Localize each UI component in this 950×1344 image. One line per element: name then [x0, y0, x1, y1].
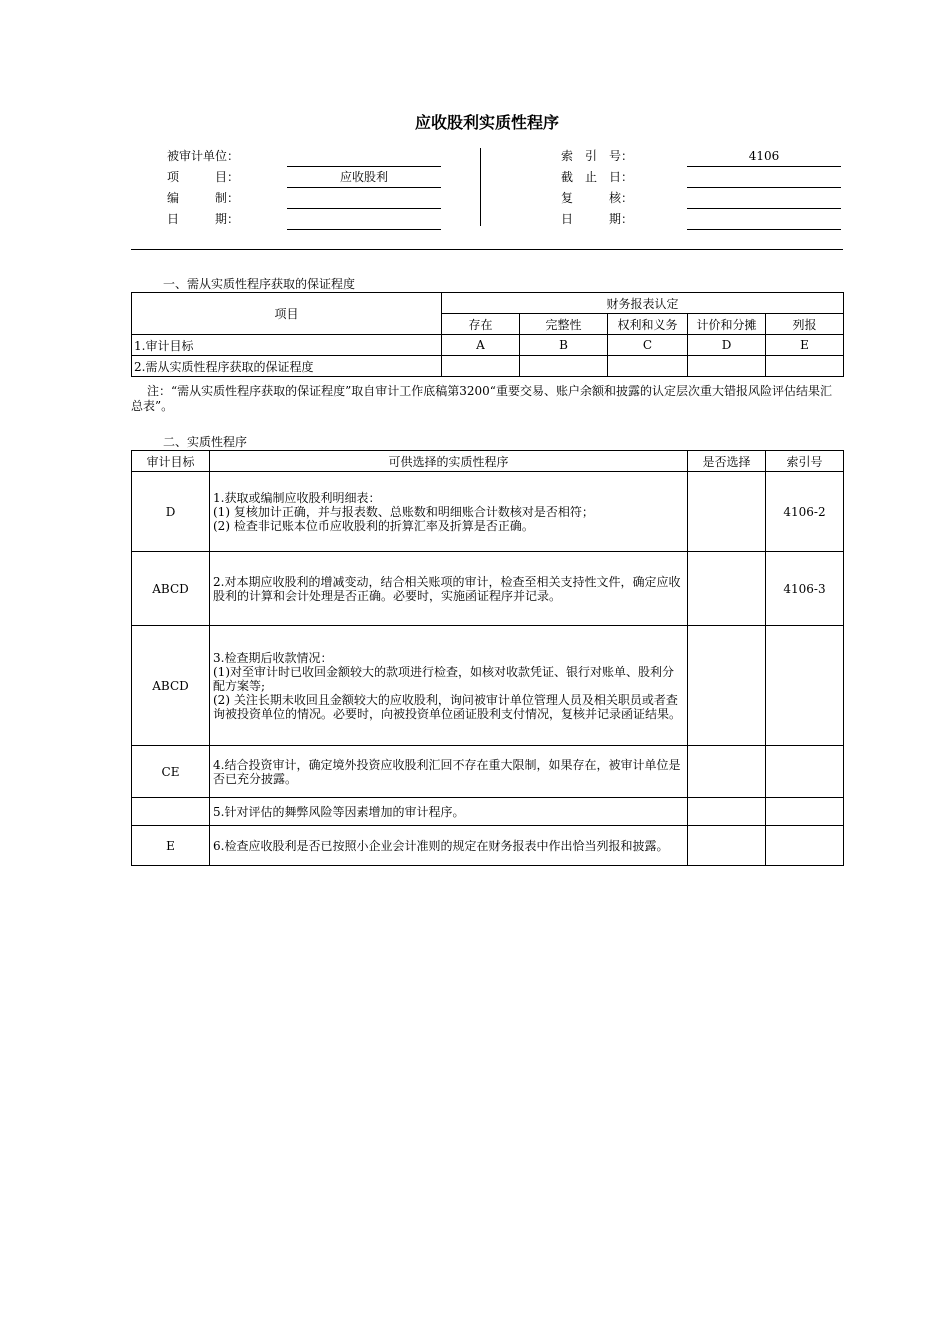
audit-target-cell: ABCD	[132, 626, 210, 746]
table-cell[interactable]	[520, 356, 608, 377]
index-cell: 4106-3	[766, 552, 844, 626]
header-label: 索 引 号：	[561, 149, 634, 163]
procedure-line: 1.获取或编制应收股利明细表：	[213, 490, 381, 505]
review-date-field[interactable]	[687, 209, 841, 230]
col-group-header: 财务报表认定	[442, 293, 844, 314]
index-cell	[766, 798, 844, 826]
col-header-target: 审计目标	[132, 451, 210, 472]
procedure-cell	[210, 826, 688, 866]
table-cell[interactable]: A	[442, 335, 520, 356]
table-cell[interactable]: B	[520, 335, 608, 356]
audit-target-cell	[132, 798, 210, 826]
procedure-line: 2.对本期应收股利的增减变动，结合相关账项的审计，检查至相关支持性文件，确定应收股利的计算和会计处理是否正确。必要时，实施函证程序并记录。	[213, 574, 681, 603]
table-row	[132, 335, 844, 356]
assertion-header: 列报	[766, 314, 844, 335]
audit-target-cell: E	[132, 826, 210, 866]
selected-cell[interactable]	[688, 552, 766, 626]
table-row	[132, 746, 844, 798]
audit-target-cell: ABCD	[132, 552, 210, 626]
procedure-cell	[210, 472, 688, 552]
table-row	[132, 472, 844, 552]
row-label: 2.需从实质性程序获取的保证程度	[132, 356, 442, 377]
header-label: 日 期：	[561, 212, 634, 226]
table-cell[interactable]: C	[608, 335, 688, 356]
header-row-review-date	[561, 209, 843, 229]
procedure-line: 3.检查期后收款情况：	[213, 650, 333, 665]
header-row-cutoff	[561, 167, 843, 187]
table-row	[132, 356, 844, 377]
section1-heading: 一、需从实质性程序获取的保证程度	[163, 277, 356, 291]
procedure-line: (2) 关注长期未收回且金额较大的应收股利，询问被审计单位管理人员及相关职员或者查询被投资单位的情况。必要时，向被投资单位函证股利支付情况，复核并记录函证结果。	[213, 692, 682, 721]
header-row-date	[167, 209, 467, 229]
assertion-header: 计价和分摊	[688, 314, 766, 335]
table-cell[interactable]	[766, 356, 844, 377]
selected-cell[interactable]	[688, 626, 766, 746]
index-cell	[766, 746, 844, 798]
procedure-line: 5.针对评估的舞弊风险等因素增加的审计程序。	[213, 804, 465, 819]
table-cell[interactable]	[688, 356, 766, 377]
header-label: 项 目：	[167, 170, 240, 184]
assertion-header: 完整性	[520, 314, 608, 335]
header-block	[131, 142, 843, 254]
table-cell[interactable]	[442, 356, 520, 377]
header-row-unit	[167, 146, 467, 166]
table-cell[interactable]: D	[688, 335, 766, 356]
assertion-header: 权利和义务	[608, 314, 688, 335]
header-label: 日 期：	[167, 212, 240, 226]
header-row-preparer	[167, 188, 467, 208]
section2-heading: 二、实质性程序	[163, 435, 248, 449]
procedure-line: (1) 复核加计正确，并与报表数、总账数和明细账合计数核对是否相符；	[213, 504, 594, 519]
procedures-table	[131, 450, 844, 866]
reviewer-field[interactable]	[687, 188, 841, 209]
selected-cell[interactable]	[688, 798, 766, 826]
col-item-header: 项目	[132, 293, 442, 335]
col-header-index: 索引号	[766, 451, 844, 472]
header-label: 截 止 日：	[561, 170, 634, 184]
header-row-index	[561, 146, 843, 166]
index-number-field[interactable]: 4106	[687, 146, 841, 167]
procedure-cell	[210, 552, 688, 626]
header-divider	[480, 148, 481, 226]
table-cell[interactable]	[608, 356, 688, 377]
selected-cell[interactable]	[688, 472, 766, 552]
assertion-header: 存在	[442, 314, 520, 335]
index-cell	[766, 826, 844, 866]
row-label: 1.审计目标	[132, 335, 442, 356]
selected-cell[interactable]	[688, 746, 766, 798]
cutoff-date-field[interactable]	[687, 167, 841, 188]
header-row-reviewer	[561, 188, 843, 208]
header-rule	[131, 249, 843, 250]
table-row	[132, 626, 844, 746]
table-row	[132, 552, 844, 626]
workpaper-page	[131, 112, 843, 866]
section1-note: 注：“需从实质性程序获取的保证程度”取自审计工作底稿第3200“重要交易、账户余额和披露的认定层次重大错报风险评估结果汇总表”。	[131, 384, 832, 413]
procedure-line: (1)对至审计时已收回金额较大的款项进行检查，如核对收款凭证、银行对账单、股利分配方案等;	[213, 664, 675, 693]
index-cell: 4106-2	[766, 472, 844, 552]
selected-cell[interactable]	[688, 826, 766, 866]
table-cell[interactable]: E	[766, 335, 844, 356]
audited-unit-field[interactable]	[287, 146, 441, 167]
col-header-procedure: 可供选择的实质性程序	[210, 451, 688, 472]
header-label: 复 核：	[561, 191, 634, 205]
procedure-line: 6.检查应收股利是否已按照小企业会计准则的规定在财务报表中作出恰当列报和披露。	[213, 838, 669, 853]
procedure-line: (2) 检查非记账本位币应收股利的折算汇率及折算是否正确。	[213, 518, 534, 533]
preparer-field[interactable]	[287, 188, 441, 209]
procedure-cell	[210, 626, 688, 746]
procedure-cell	[210, 746, 688, 798]
item-field[interactable]: 应收股利	[287, 167, 441, 188]
col-header-selected: 是否选择	[688, 451, 766, 472]
table-row	[132, 798, 844, 826]
procedure-cell	[210, 798, 688, 826]
audit-target-cell: CE	[132, 746, 210, 798]
table-row	[132, 826, 844, 866]
header-row-item	[167, 167, 467, 187]
procedure-line: 4.结合投资审计，确定境外投资应收股利汇回不存在重大限制，如果存在，被审计单位是否已充分披露。	[213, 757, 681, 786]
header-label: 编 制：	[167, 191, 240, 205]
index-cell	[766, 626, 844, 746]
prepare-date-field[interactable]	[287, 209, 441, 230]
header-label: 被审计单位：	[167, 149, 240, 163]
assurance-table	[131, 292, 844, 377]
audit-target-cell: D	[132, 472, 210, 552]
page-title: 应收股利实质性程序	[414, 113, 559, 132]
